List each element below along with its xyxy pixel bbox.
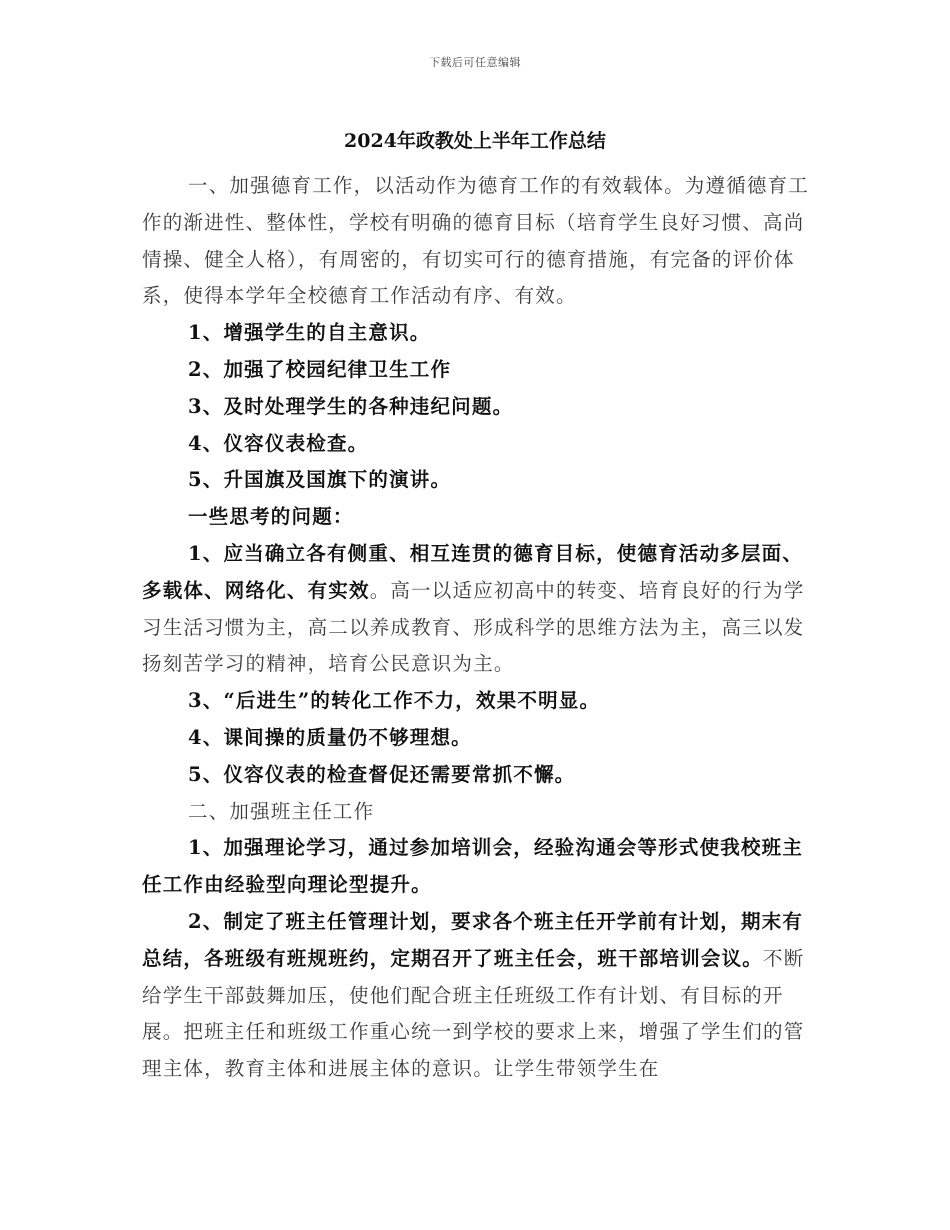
document-title: 2024年政教处上半年工作总结 bbox=[344, 130, 606, 152]
list-item: 4、课间操的质量仍不够理想。 bbox=[188, 725, 472, 749]
list-item: 3、“后进生”的转化工作不力，效果不明显。 bbox=[188, 689, 601, 713]
list-item: 5、升国旗及国旗下的演讲。 bbox=[188, 468, 452, 492]
list-item: 4、仪容仪表检查。 bbox=[188, 431, 369, 455]
paragraph-item-2 bbox=[142, 904, 822, 1088]
paragraph-bold-lead: 1、应当确立各有侧重、相互连贯的德育目标，使德育活动多层面、多载体、网络化、有实效 bbox=[142, 541, 804, 602]
list-item: 5、仪容仪表的检查督促还需要常抓不懈。 bbox=[188, 762, 576, 786]
list-item: 3、及时处理学生的各种违纪问题。 bbox=[188, 394, 514, 418]
paragraph-body: 不断给学生干部鼓舞加压，使他们配合班主任班级工作有计划、有目标的开展。把班主任和班级工作重心统一到学校的要求上来，增强了学生们的管理主体，教育主体和进展主体的意识。让学生带领学生在 bbox=[142, 946, 805, 1081]
header-note: 下载后可任意编辑 bbox=[429, 56, 521, 69]
list-item: 2、加强了校园纪律卫生工作 bbox=[188, 357, 452, 381]
paragraph-item-1: 1、加强理论学习，通过参加培训会，经验沟通会等形式使我校班主任工作由经验型向理论型提升。 bbox=[142, 836, 804, 897]
list-item: 1、增强学生的自主意识。 bbox=[188, 321, 431, 345]
subheading-thoughts: 一些思考的问题： bbox=[188, 505, 354, 529]
paragraph-bold-lead: 2、制定了班主任管理计划，要求各个班主任开学前有计划，期末有总结，各班级有班规班约，定期召开了班主任会，班干部培训会议。 bbox=[142, 909, 804, 970]
paragraph-body: 。高一以适应初高中的转变、培育良好的行为学习生活习惯为主，高二以养成教育、形成科学的思维方法为主，高三以发扬刻苦学习的精神，培育公民意识为主。 bbox=[142, 578, 805, 676]
paragraph-section-1: 一、加强德育工作，以活动作为德育工作的有效载体。为遵循德育工作的渐进性、整体性，学校有明确的德育目标（培育学生良好习惯、高尚情操、健全人格），有周密的，有切实可行的德育措施，有完备的评价体系，使得本学年全校德育工作活动有序、有效。 bbox=[142, 174, 810, 308]
section-heading-2: 二、加强班主任工作 bbox=[188, 799, 375, 823]
document-body bbox=[142, 168, 822, 1088]
paragraph-thought-1 bbox=[142, 536, 822, 683]
